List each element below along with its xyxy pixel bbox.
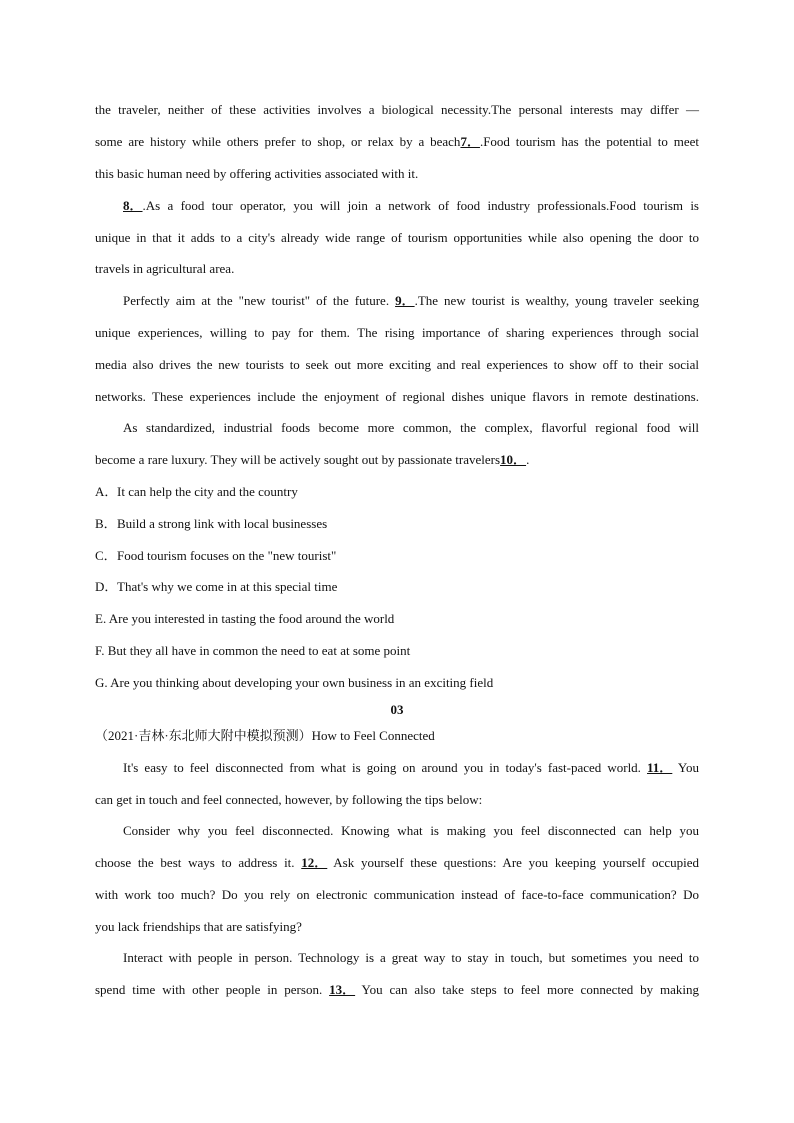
text-run: choose the best ways to address it.: [95, 855, 302, 870]
option-text: That's why we come in at this special time: [117, 579, 338, 594]
paragraph-line: [123, 196, 699, 216]
option-text: Are you thinking about developing your own business in an exciting field: [110, 675, 494, 690]
option-letter: B．: [95, 516, 117, 531]
text-run: Consider why you feel disconnected. Knowing what is making you feel disconnected can help you: [123, 823, 699, 838]
option-b: [95, 514, 699, 534]
paragraph-line: [123, 821, 699, 841]
paragraph-line: [95, 387, 699, 407]
answer-blank-11: 11．: [647, 760, 673, 775]
option-text: Food tourism focuses on the "new tourist": [117, 548, 337, 563]
paragraph-line: [95, 228, 699, 248]
paragraph-line: [123, 418, 699, 438]
text-run: As standardized, industrial foods become more common, the complex, flavorful regional food will: [123, 420, 699, 435]
text-run: unique in that it adds to a city's already wide range of tourism opportunities while also opening the door to: [95, 230, 699, 245]
paragraph-line: [95, 323, 699, 343]
paragraph-line: [123, 948, 699, 968]
option-text: But they all have in common the need to eat at some point: [107, 643, 411, 658]
text-run: this basic human need by offering activities associated with it.: [95, 166, 419, 181]
paragraph-line: [95, 917, 699, 937]
answer-blank-8: 8．: [123, 198, 143, 213]
paragraph-line: [95, 355, 699, 375]
paragraph-line: [95, 980, 699, 1000]
text-run: become a rare luxury. They will be actively sought out by passionate travelers: [95, 452, 501, 467]
answer-blank-10: 10．: [500, 452, 527, 467]
option-f: [95, 641, 699, 661]
option-letter: E.: [95, 611, 109, 626]
option-d: [95, 577, 699, 597]
text-run: unique experiences, willing to pay for them. The rising importance of sharing experiences through social: [95, 325, 699, 340]
text-run: you lack friendships that are satisfying?: [95, 919, 302, 934]
text-run: media also drives the new tourists to seek out more exciting and real experiences to show off to their social: [95, 357, 699, 372]
section-number: 03: [390, 702, 404, 717]
text-run: You: [672, 760, 699, 775]
text-run: .Food tourism has the potential to meet: [479, 134, 699, 149]
text-run: with work too much? Do you rely on electronic communication instead of face-to-face communication? Do: [95, 887, 699, 902]
text-run: .The new tourist is wealthy, young traveler seeking: [414, 293, 699, 308]
option-letter: A．: [95, 484, 118, 499]
option-letter: D．: [95, 579, 118, 594]
option-text: It can help the city and the country: [117, 484, 298, 499]
text-run: Perfectly aim at the "new tourist" of the future.: [123, 293, 396, 308]
paragraph-line: [95, 259, 699, 279]
paragraph-line: [95, 450, 699, 470]
paragraph-line: [95, 885, 699, 905]
text-run: spend time with other people in person.: [95, 982, 330, 997]
answer-blank-13: 13．: [329, 982, 356, 997]
text-run: travels in agricultural area.: [95, 261, 235, 276]
paragraph-line: [95, 164, 699, 184]
option-c: [95, 546, 699, 566]
option-letter: C．: [95, 548, 117, 563]
text-run: some are history while others prefer to shop, or relax by a beach: [95, 134, 461, 149]
paragraph-line: [95, 100, 699, 120]
answer-blank-7: 7．: [460, 134, 480, 149]
paragraph-line: [95, 853, 699, 873]
option-e: [95, 609, 699, 629]
text-run: can get in touch and feel connected, however, by following the tips below:: [95, 792, 483, 807]
option-text: Build a strong link with local businesses: [117, 516, 328, 531]
paragraph-line: [95, 790, 699, 810]
paragraph-line: [123, 291, 699, 311]
text-run: .As a food tour operator, you will join a network of food industry professionals.Food tourism is: [142, 198, 699, 213]
text-run: Interact with people in person. Technology is a great way to stay in touch, but sometimes you need to: [123, 950, 699, 965]
option-text: Are you interested in tasting the food around the world: [108, 611, 395, 626]
text-run: It's easy to feel disconnected from what is going on around you in today's fast-paced world.: [123, 760, 648, 775]
answer-blank-12: 12．: [301, 855, 328, 870]
option-a: [95, 482, 699, 502]
option-g: [95, 673, 699, 693]
passage-source-title: （2021·吉林·东北师大附中模拟预测）How to Feel Connected: [95, 728, 435, 743]
answer-blank-9: 9．: [395, 293, 415, 308]
option-letter: F.: [95, 643, 108, 658]
text-run: the traveler, neither of these activities involves a biological necessity.The personal interests may differ —: [95, 102, 699, 117]
paragraph-line: [95, 132, 699, 152]
text-run: You can also take steps to feel more connected by making: [355, 982, 699, 997]
text-run: .: [526, 452, 530, 467]
text-run: Ask yourself these questions: Are you keeping yourself occupied: [327, 855, 699, 870]
paragraph-line: [123, 758, 699, 778]
text-run: networks. These experiences include the enjoyment of regional dishes unique flavors in remote destinations.: [95, 389, 699, 404]
option-letter: G.: [95, 675, 111, 690]
